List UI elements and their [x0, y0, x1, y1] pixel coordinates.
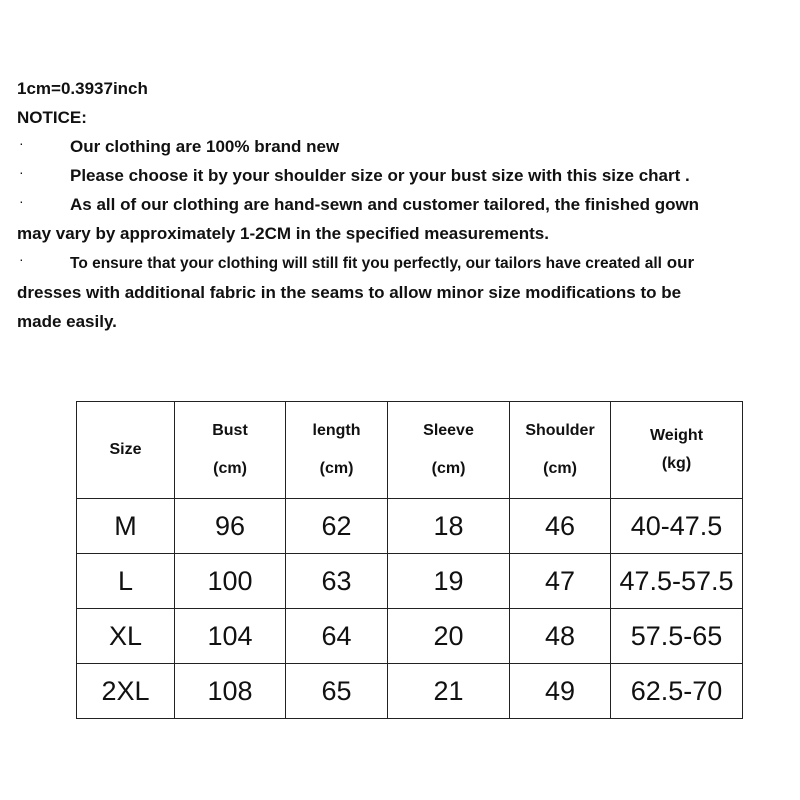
notice-bullet-handsewn — [17, 190, 787, 248]
cell-weight: 47.5-57.5 — [611, 554, 743, 609]
cell-shoulder: 47 — [510, 554, 611, 609]
cell-length: 63 — [286, 554, 388, 609]
cell-weight: 57.5-65 — [611, 609, 743, 664]
table-header-row — [77, 402, 743, 499]
table-row — [77, 609, 743, 664]
cell-length: 65 — [286, 664, 388, 719]
cell-length: 62 — [286, 499, 388, 554]
bullet-dot-icon: · — [19, 135, 24, 151]
cell-size: 2XL — [77, 664, 175, 719]
table-row — [77, 664, 743, 719]
header-shoulder: Shoulder (cm) — [510, 402, 611, 499]
cell-shoulder: 46 — [510, 499, 611, 554]
header-weight: Weight (kg) — [611, 402, 743, 499]
unit-conversion: 1cm=0.3937inch — [17, 79, 148, 98]
cell-size: L — [77, 554, 175, 609]
header-bust: Bust (cm) — [175, 402, 286, 499]
cell-size: M — [77, 499, 175, 554]
header-size: Size — [77, 402, 175, 499]
notice-bullet-fit — [17, 248, 787, 336]
bullet-dot-icon: · — [19, 251, 24, 267]
cell-shoulder: 48 — [510, 609, 611, 664]
cell-bust: 104 — [175, 609, 286, 664]
notice-label: NOTICE: — [17, 108, 87, 127]
notice-bullet-new — [17, 132, 787, 161]
table-row — [77, 499, 743, 554]
cell-sleeve: 21 — [388, 664, 510, 719]
cell-bust: 96 — [175, 499, 286, 554]
size-chart-table — [76, 401, 743, 719]
table-row — [77, 554, 743, 609]
cell-bust: 108 — [175, 664, 286, 719]
bullet-text-line2: dresses with additional fabric in the seams to allow minor size modifications to be — [17, 283, 682, 302]
size-notes — [17, 74, 787, 336]
cell-shoulder: 49 — [510, 664, 611, 719]
bullet-text: Please choose it by your shoulder size or your bust size with this size chart . — [70, 166, 690, 185]
notice-bullet-choose — [17, 161, 787, 190]
bullet-dot-icon: · — [19, 164, 24, 180]
bullet-text-line1: As all of our clothing are hand-sewn and customer tailored, the finished gown — [70, 195, 700, 214]
bullet-text-line2: may vary by approximately 1-2CM in the specified measurements. — [17, 224, 549, 243]
header-sleeve: Sleeve (cm) — [388, 402, 510, 499]
cell-sleeve: 20 — [388, 609, 510, 664]
bullet-text-line1-big: our — [662, 253, 695, 272]
bullet-text-line1-small: To ensure that your clothing will still fit you perfectly, our tailors have created all — [70, 255, 662, 272]
cell-weight: 62.5-70 — [611, 664, 743, 719]
cell-sleeve: 18 — [388, 499, 510, 554]
bullet-text-line3: made easily. — [17, 312, 117, 331]
bullet-dot-icon: · — [19, 193, 24, 209]
cell-sleeve: 19 — [388, 554, 510, 609]
cell-size: XL — [77, 609, 175, 664]
header-length: length (cm) — [286, 402, 388, 499]
bullet-text: Our clothing are 100% brand new — [70, 137, 340, 156]
cell-bust: 100 — [175, 554, 286, 609]
cell-weight: 40-47.5 — [611, 499, 743, 554]
cell-length: 64 — [286, 609, 388, 664]
